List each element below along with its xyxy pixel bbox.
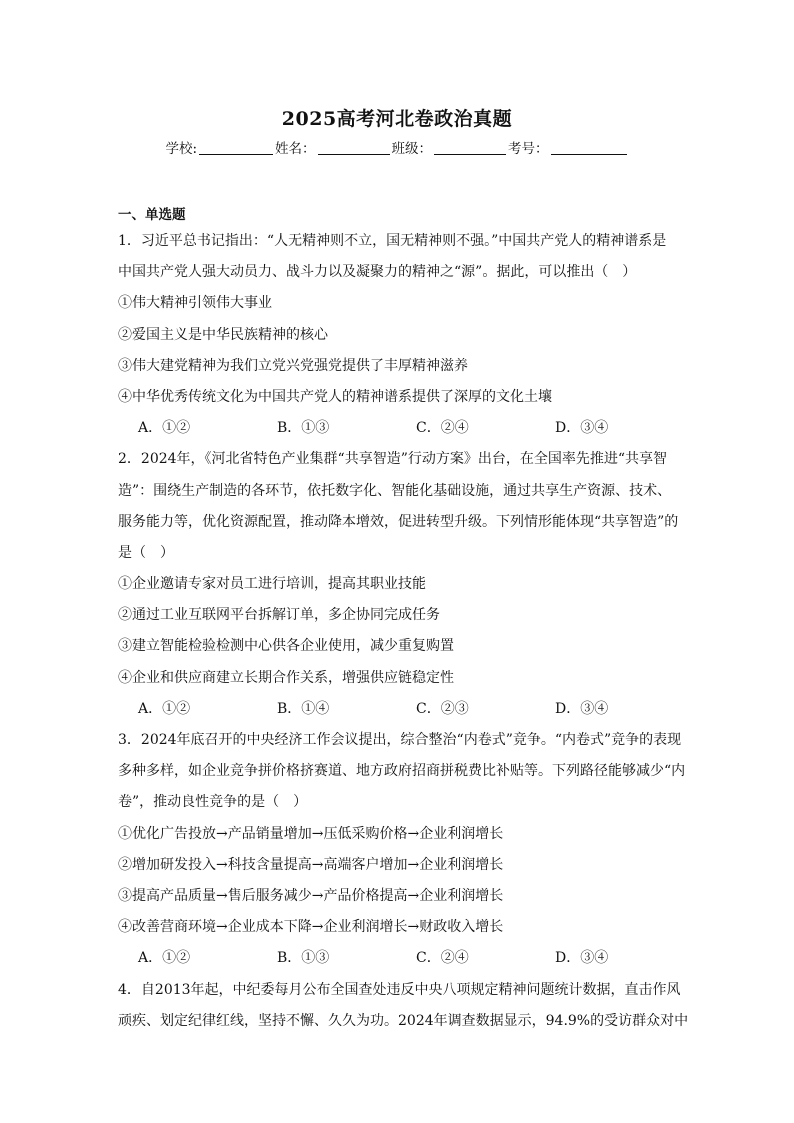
question-stem-line: 2．2024年，《河北省特色产业集群“共享智造”行动方案》出台，在全国率先推进“共享智 — [118, 451, 668, 468]
answer-option[interactable]: C．②④ — [416, 420, 469, 437]
answer-option[interactable]: A．①② — [138, 700, 191, 717]
school-label: 学校: — [165, 141, 198, 157]
answer-option[interactable]: D．③④ — [555, 700, 609, 717]
number-label: 考号： — [508, 141, 549, 157]
class-label: 班级： — [391, 141, 433, 157]
question-stem-line: 顽疾、划定纪律红线，坚持不懈、久久为功。2024年调查数据显示，94.9%的受访群众对中 — [118, 1012, 689, 1029]
question-stem-line: 多种多样，如企业竞争拼价格挤赛道、地方政府招商拼税费比补贴等。下列路径能够减少“内 — [118, 763, 686, 780]
question-1 — [118, 226, 678, 444]
answer-option[interactable]: D．③④ — [555, 420, 609, 437]
statement-item: ④中华优秀传统文化为中国共产党人的精神谱系提供了深厚的文化土壤 — [118, 388, 552, 405]
statement-item: ②通过工业互联网平台拆解订单，多企协同完成任务 — [118, 607, 440, 624]
answer-options — [118, 943, 678, 974]
question-list — [118, 226, 689, 1037]
answer-option[interactable]: D．③④ — [555, 950, 609, 967]
question-2 — [118, 444, 678, 725]
statement-item: ④改善营商环境→企业成本下降→企业利润增长→财政收入增长 — [118, 919, 504, 936]
answer-option[interactable]: B．①③ — [277, 420, 330, 437]
student-info-row — [0, 137, 794, 157]
section-title: 一、单选题 — [118, 207, 186, 223]
page-title: 2025高考河北卷政治真题 — [281, 108, 513, 130]
question-stem-line: 3．2024年底召开的中央经济工作会议提出，综合整治“内卷式”竞争。“内卷式”竞争的表现 — [118, 732, 682, 748]
question-stem-line: 卷”，推动良性竞争的是（ ） — [118, 794, 308, 811]
class-blank[interactable] — [434, 140, 506, 155]
statement-item: ③提高产品质量→售后服务减少→产品价格提高→企业利润增长 — [118, 887, 504, 904]
answer-option[interactable]: A．①② — [138, 950, 191, 967]
statement-item: ③建立智能检验检测中心供各企业使用，减少重复购置 — [118, 638, 454, 655]
statement-item: ②爱国主义是中华民族精神的核心 — [118, 326, 328, 343]
statement-item: ③伟大建党精神为我们立党兴党强党提供了丰厚精神滋养 — [118, 357, 468, 374]
question-stem-line: 4．自2013年起，中纪委每月公布全国查处违反中央八项规定精神问题统计数据，直击作风 — [118, 981, 681, 998]
question-3 — [118, 725, 686, 975]
statement-item: ①优化广告投放→产品销量增加→压低采购价格→企业利润增长 — [118, 825, 504, 842]
answer-options — [118, 694, 678, 725]
school-blank[interactable] — [199, 140, 273, 155]
question-stem-line: 1．习近平总书记指出：“人无精神则不立，国无精神则不强。”中国共产党人的精神谱系是 — [118, 233, 667, 249]
statement-item: ④企业和供应商建立长期合作关系，增强供应链稳定性 — [118, 669, 454, 686]
question-stem-line: 是（ ） — [118, 544, 174, 561]
answer-option[interactable]: A．①② — [138, 420, 191, 437]
answer-options — [118, 413, 678, 444]
statement-item: ①伟大精神引领伟大事业 — [118, 295, 272, 312]
answer-option[interactable]: C．②④ — [416, 950, 469, 967]
question-stem-line: 服务能力等，优化资源配置，推动降本增效，促进转型升级。下列情形能体现“共享智造”的 — [118, 513, 679, 530]
name-label: 姓名： — [275, 141, 316, 157]
number-blank[interactable] — [551, 140, 627, 155]
name-blank[interactable] — [318, 140, 390, 155]
question-stem-line: 造”：围绕生产制造的各环节，依托数字化、智能化基础设施，通过共享生产资源、技术、 — [118, 482, 672, 499]
answer-option[interactable]: B．①④ — [277, 700, 330, 717]
statement-item: ②增加研发投入→科技含量提高→高端客户增加→企业利润增长 — [118, 856, 504, 873]
question-4 — [118, 975, 689, 1037]
answer-option[interactable]: C．②③ — [416, 700, 469, 717]
question-stem-line: 中国共产党人强大动员力、战斗力以及凝聚力的精神之“源”。据此，可以推出（ ） — [118, 264, 637, 281]
statement-item: ①企业邀请专家对员工进行培训，提高其职业技能 — [118, 576, 426, 593]
answer-option[interactable]: B．①③ — [277, 950, 330, 967]
